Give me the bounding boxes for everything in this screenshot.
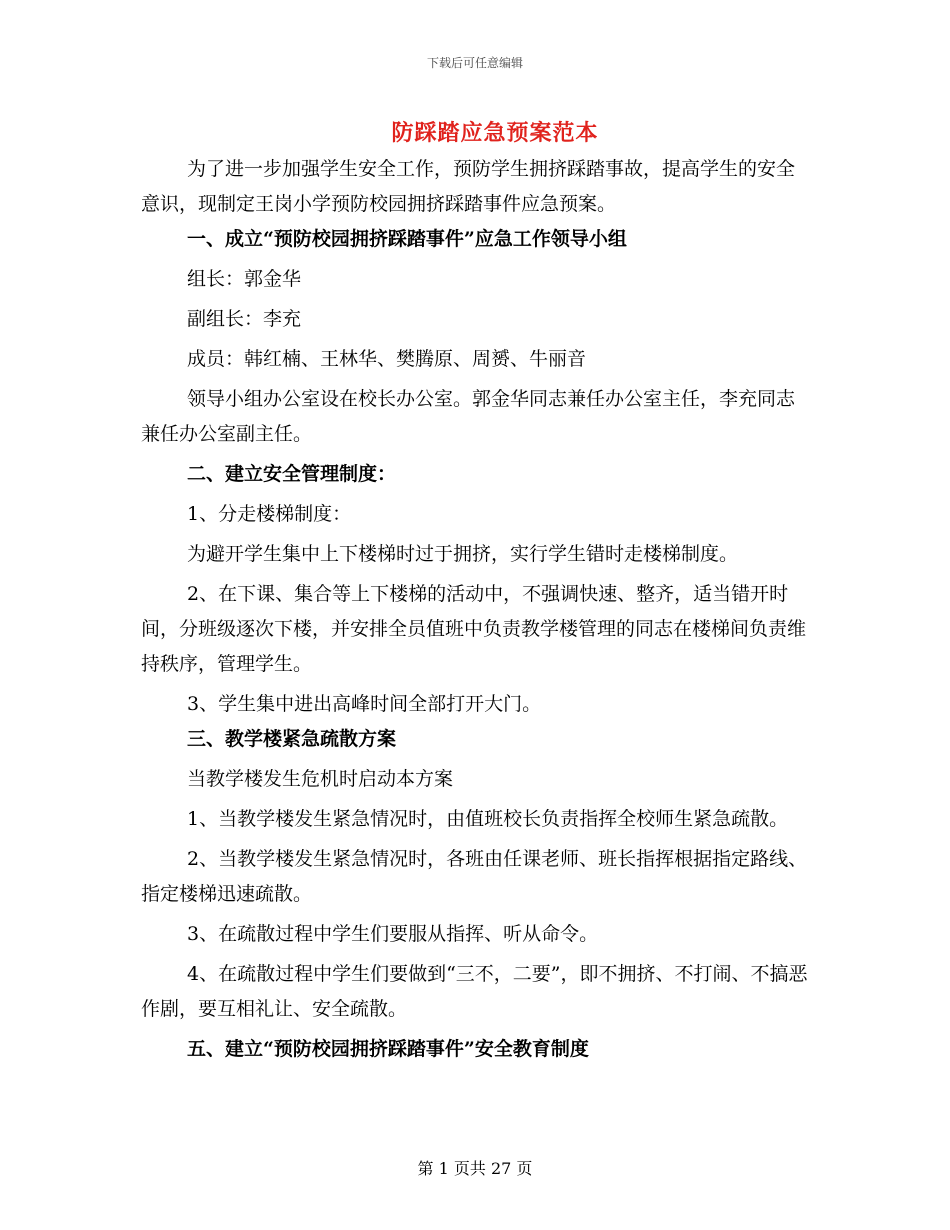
section-heading-3: 三、教学楼紧急疏散方案 — [187, 728, 397, 750]
document-title: 防踩踏应急预案范本 — [391, 120, 599, 146]
list-item: 2、在下课、集合等上下楼梯的活动中，不强调快速、整齐，适当错开时间，分班级逐次下楼，并安排全员值班中负责教学楼管理的同志在楼梯间负责维持秩序，管理学生。 — [141, 583, 807, 675]
document-body — [141, 152, 809, 1067]
section-heading-1: 一、成立“预防校园拥挤踩踏事件”应急工作领导小组 — [187, 228, 627, 250]
list-item: 3、学生集中进出高峰时间全部打开大门。 — [187, 693, 542, 715]
office-paragraph: 领导小组办公室设在校长办公室。郭金华同志兼任办公室主任，李充同志兼任办公室副主任。 — [141, 388, 796, 445]
deputy-leader-line: 副组长：李充 — [187, 308, 302, 330]
page-footer: 第 1 页共 27 页 — [417, 1159, 533, 1178]
list-item: 1、当教学楼发生紧急情况时，由值班校长负责指挥全校师生紧急疏散。 — [187, 808, 789, 830]
header-note: 下载后可任意编辑 — [426, 56, 523, 70]
intro-paragraph: 为了进一步加强学生安全工作，预防学生拥挤踩踏事故，提高学生的安全意识，现制定王岗小学预防校园拥挤踩踏事件应急预案。 — [141, 158, 796, 215]
list-item: 2、当教学楼发生紧急情况时，各班由任课老师、班长指挥根据指定路线、指定楼梯迅速疏散。 — [141, 848, 808, 905]
list-item: 1、分走楼梯制度： — [187, 503, 352, 525]
section-heading-2: 二、建立安全管理制度： — [187, 463, 397, 485]
list-item: 4、在疏散过程中学生们要做到“三不，二要”，即不拥挤、不打闹、不搞恶作剧，要互相礼让、安全疏散。 — [141, 963, 808, 1020]
list-item: 当教学楼发生危机时启动本方案 — [187, 768, 454, 790]
leader-line: 组长：郭金华 — [187, 268, 302, 290]
members-line: 成员：韩红楠、王林华、樊腾原、周赟、牛丽音 — [187, 348, 587, 370]
section-heading-5: 五、建立“预防校园拥挤踩踏事件”安全教育制度 — [187, 1038, 589, 1060]
list-item: 3、在疏散过程中学生们要服从指挥、听从命令。 — [187, 923, 599, 945]
list-item: 为避开学生集中上下楼梯时过于拥挤，实行学生错时走楼梯制度。 — [187, 543, 739, 565]
